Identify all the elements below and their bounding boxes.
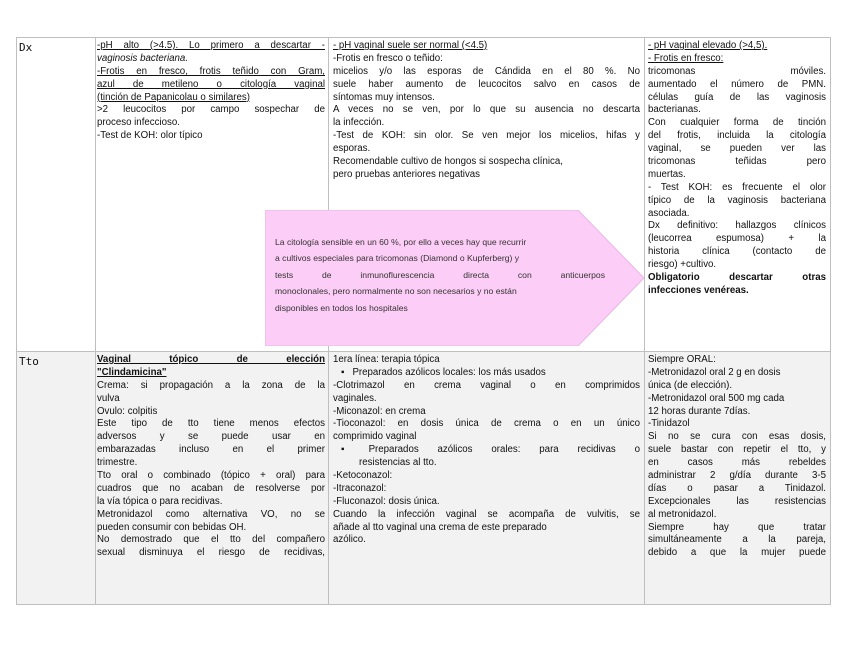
column-divider [95,38,96,604]
text-line: Si no se cura con esas dosis, [648,431,826,443]
text-line: "Clindamicina" [97,366,167,378]
bullet-item: ▪ Preparados azólicos locales: los más usados [333,367,640,380]
text-line: (leucorrea espumosa) + la [648,233,826,245]
text-line: Excepcionales las resistencias [648,495,826,507]
text-line: adversos y se puede usar en [97,431,325,443]
text-line: 1era línea: terapia tópica [333,354,440,365]
text-line: Cuando la infección vaginal se acompaña de vulvitis, se [333,508,640,520]
text-line: a cultivos especiales para tricomonas (Diamond o Kupferberg) y [275,253,520,264]
text-line: -Tioconazol: en dosis única de crema o en un único [333,418,640,430]
text-line: disponibles en todos los hospitales [275,302,408,313]
text-line: riesgo) +cultivo. [648,259,717,271]
text-line: No demostrado que el tto del compañero [97,534,325,546]
text-line: Tto oral o combinado (tópico + oral) para [97,470,325,482]
text-line: -Itraconazol: [333,482,387,494]
tto-col1-cell [97,354,325,560]
dx-col1-cell [97,40,325,143]
text-line: Metronidazol como alternativa VO, no se [97,508,325,520]
text-line: resistencias al tto. [359,457,437,469]
text-line: bacterianas. [648,104,701,116]
text-line: -Ketoconazol: [333,470,393,482]
dx-row-label: Dx [19,41,33,54]
text-line: >2 leucocitos por campo sospechar de [97,104,325,116]
text-line: comprimido vaginal [333,431,417,443]
text-line: -Miconazol: en crema [333,405,426,417]
text-line: en casos más rebeldes [648,457,826,469]
text-line: esporas. [333,143,371,155]
text-line [97,40,325,53]
text-line: añade al tto vaginal una crema de este preparado [333,521,547,533]
text-line: pero pruebas anteriores negativas [333,168,481,180]
text-line: administrar 2 g/día durante 3-5 [648,470,826,482]
text-line: micelios y/o las esporas de Cándida en el 80 %. No [333,65,640,77]
tto-col2-cell [333,354,640,547]
text-line: monoclonales, pero normalmente no son necesarios y no están [275,286,517,297]
column-divider [644,38,645,604]
text-line: -Fluconazol: dosis única. [333,495,440,507]
text-line: tests de inmunoflurescencia directa con anticuerpos [275,269,605,280]
text-line: Siempre ORAL: [648,354,716,365]
text-line: azólico. [333,534,366,546]
text-line: - Test KOH: es frecuente el olor [648,181,826,193]
text-line: (tinción de Papanicolau o similares) [97,91,250,103]
text-line: tricomonas teñidas pero [648,156,826,168]
text-line: -Tinidazol [648,418,690,430]
text-line: A veces no se ven, por lo que su ausencia no descarta [333,104,640,116]
row-divider [17,351,830,352]
text-line: Obligatorio descartar otras [648,272,826,284]
text-line: del frotis, incluida la citología [648,130,826,142]
text-line: La citología sensible en un 60 %, por ello a veces hay que recurrir [275,237,527,247]
text-line: Vaginal tópico de elección [97,354,325,365]
text-line: debido a que la mujer puede [648,547,826,559]
text-line: -Clotrimazol en crema vaginal o en comprimidos [333,379,640,391]
text-line: azul de metileno o citología vaginal [97,78,325,90]
tto-row-label: Tto [19,355,39,368]
text-line: Dx definitivo: hallazgos clínicos [648,220,826,232]
text-line: típico de la vaginosis bacteriana [648,194,826,206]
text-line: única (de elección). [648,379,733,391]
text-line: -Test de KOH: sin olor. Se ven mejor los micelios, hifas y [333,130,640,142]
text-line: la infección. [333,117,385,129]
bullet-item: ▪ Preparados azólicos orales: para recidivas o [333,444,640,457]
text-line: síntomas muy intensos. [333,91,435,103]
text-line: Este tipo de tto tiene menos efectos [97,418,325,430]
text-line: la vía tópica o para recidivas. [97,495,223,507]
text-line: - Frotis en fresco: [648,52,724,64]
text-line: -Metronidazol oral 2 g en dosis [648,366,781,378]
dx-col3-cell [648,40,826,298]
text-line: trimestre. [97,457,138,469]
tto-col3-cell [648,354,826,560]
text-line: sexual disminuya el riesgo de recidivas, [97,547,325,559]
text-line: -Frotis en fresco o teñido: [333,52,443,64]
text-line: - pH vaginal suele ser normal (<4.5) [333,40,488,51]
text-line: vaginal, se pueden ver las [648,143,826,155]
text-line: células guía de las vaginosis [648,91,826,103]
text-line: embarazadas incluso en el primer [97,444,325,456]
text-line: -pH alto (>4.5). Lo primero a descartar - [97,40,325,51]
text-line: días o pasar a Tinidazol. [648,482,826,494]
text-line: al metronidazol. [648,508,717,520]
text-line: asociada. [648,207,690,219]
text-line: Crema: si propagación a la zona de la [97,379,325,391]
text-line: simultáneamente a la pareja, [648,534,826,546]
dx-col2-cell [333,40,640,182]
callout-text [275,234,605,316]
text-line: muertas. [648,168,686,180]
text-line: pueden consumir con bebidas OH. [97,521,247,533]
text-line: Recomendable cultivo de hongos si sospecha clínica, [333,156,563,168]
text-line: Con cualquier forma de tinción [648,117,826,129]
text-line: infecciones venéreas. [648,284,749,296]
text-line: -Metronidazol oral 500 mg cada [648,392,785,404]
text-line: proceso infeccioso. [97,117,180,129]
text-line: Siempre hay que tratar [648,521,826,533]
text-line: 12 horas durante 7días. [648,405,751,417]
text-line: vaginosis bacteriana. [97,52,189,64]
text-line: -Frotis en fresco, frotis teñido con Gram, [97,65,325,77]
text-line: vaginales. [333,392,377,404]
text-line: cuadros que no acaban de resolverse por [97,482,325,494]
text-line: tricomonas móviles. [648,65,826,77]
text-line: -Test de KOH: olor típico [97,130,203,142]
text-line: historia clínica (contacto de [648,246,826,258]
text-line: aumentado el número de PMN. [648,78,826,90]
text-line: suele bastar con repetir el tto, y [648,444,826,456]
text-line: Ovulo: colpitis [97,405,158,417]
text-line: - pH vaginal elevado (>4,5). [648,40,768,51]
text-line: vulva [97,392,120,404]
text-line: suele haber aumento de leucocitos salvo en casos de [333,78,640,90]
